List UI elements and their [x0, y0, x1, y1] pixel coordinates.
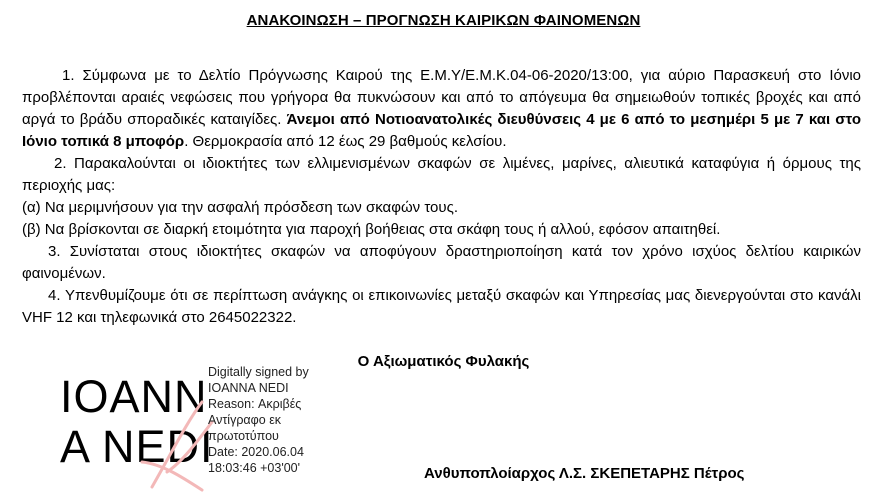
- paragraph-1: [22, 65, 861, 153]
- signature-stamp-stroke: [142, 402, 212, 490]
- signature-detail-line: Date: 2020.06.04: [208, 445, 304, 459]
- document-title: ΑΝΑΚΟΙΝΩΣΗ – ΠΡΟΓΝΩΣΗ ΚΑΙΡΙΚΩΝ ΦΑΙΝΟΜΕΝΩΝ: [246, 12, 641, 29]
- digital-signature: [60, 365, 360, 497]
- paragraph-1-text: 1. Σύμφωνα με το Δελτίο Πρόγνωσης Καιρού της Ε.Μ.Υ/Ε.Μ.Κ.04-06-2020/13:00, για αύριο Παρασκευή στο Ιόνιο προβλέπονται αραιές νεφώσεις που γρήγορα θα πυκνώσουν και από το απόγευμα θα σημειωθούν τοπικές βροχές και από αργά το βράδυ σποραδικές καταιγίδες.: [22, 67, 861, 128]
- paragraph-1-bold: Άνεμοι από Νοτιοανατολικές διευθύνσεις 4 με 6 από το μεσημέρι 5 με 7 και στο Ιόνιο τοπικά 8 μποφόρ: [22, 111, 861, 150]
- signature-details: [208, 364, 309, 476]
- paragraph-3: 3. Συνίσταται στους ιδιοκτήτες σκαφών να αποφύγουν δραστηριοποίηση κατά τον χρόνο ισχύος δελτίου καιρικών φαινομένων.: [22, 243, 861, 282]
- signature-detail-line: Αντίγραφο εκ: [208, 413, 282, 427]
- signature-detail-line: IOANNA NEDI: [208, 381, 289, 395]
- signature-detail-line: 18:03:46 +03'00': [208, 461, 301, 475]
- officer-name: Ανθυποπλοίαρχος Λ.Σ. ΣΚΕΠΕΤΑΡΗΣ Πέτρος: [424, 465, 745, 482]
- signature-name-line1: IOANN: [60, 371, 208, 422]
- paragraph-2-item-a: (α) Να μεριμνήσουν για την ασφαλή πρόσδεση των σκαφών τους.: [22, 199, 458, 216]
- signature-detail-line: Reason: Ακριβές: [208, 397, 302, 411]
- paragraph-4: 4. Υπενθυμίζουμε ότι σε περίπτωση ανάγκης οι επικοινωνίες μεταξύ σκαφών και Υπηρεσίας μας διενεργούνται στο κανάλι VHF 12 και τηλεφωνικά στο 2645022322.: [22, 287, 861, 326]
- signature-detail-line: Digitally signed by: [208, 365, 309, 379]
- paragraph-2: 2. Παρακαλούνται οι ιδιοκτήτες των ελλιμενισμένων σκαφών σε λιμένες, μαρίνες, αλιευτικά καταφύγια ή όρμους της περιοχής μας:: [22, 155, 861, 194]
- document-body: [22, 65, 861, 329]
- paragraph-2-item-b: (β) Να βρίσκονται σε διαρκή ετοιμότητα για παροχή βοήθειας στα σκάφη τους ή αλλού, εφόσον απαιτηθεί.: [22, 221, 721, 238]
- paragraph-1-end: . Θερμοκρασία από 12 έως 29 βαθμούς κελσίου.: [184, 133, 507, 150]
- signature-detail-line: πρωτοτύπου: [208, 429, 279, 443]
- signature-name-line2: A NEDI: [60, 421, 214, 472]
- officer-title: Ο Αξιωματικός Φυλακής: [357, 353, 530, 370]
